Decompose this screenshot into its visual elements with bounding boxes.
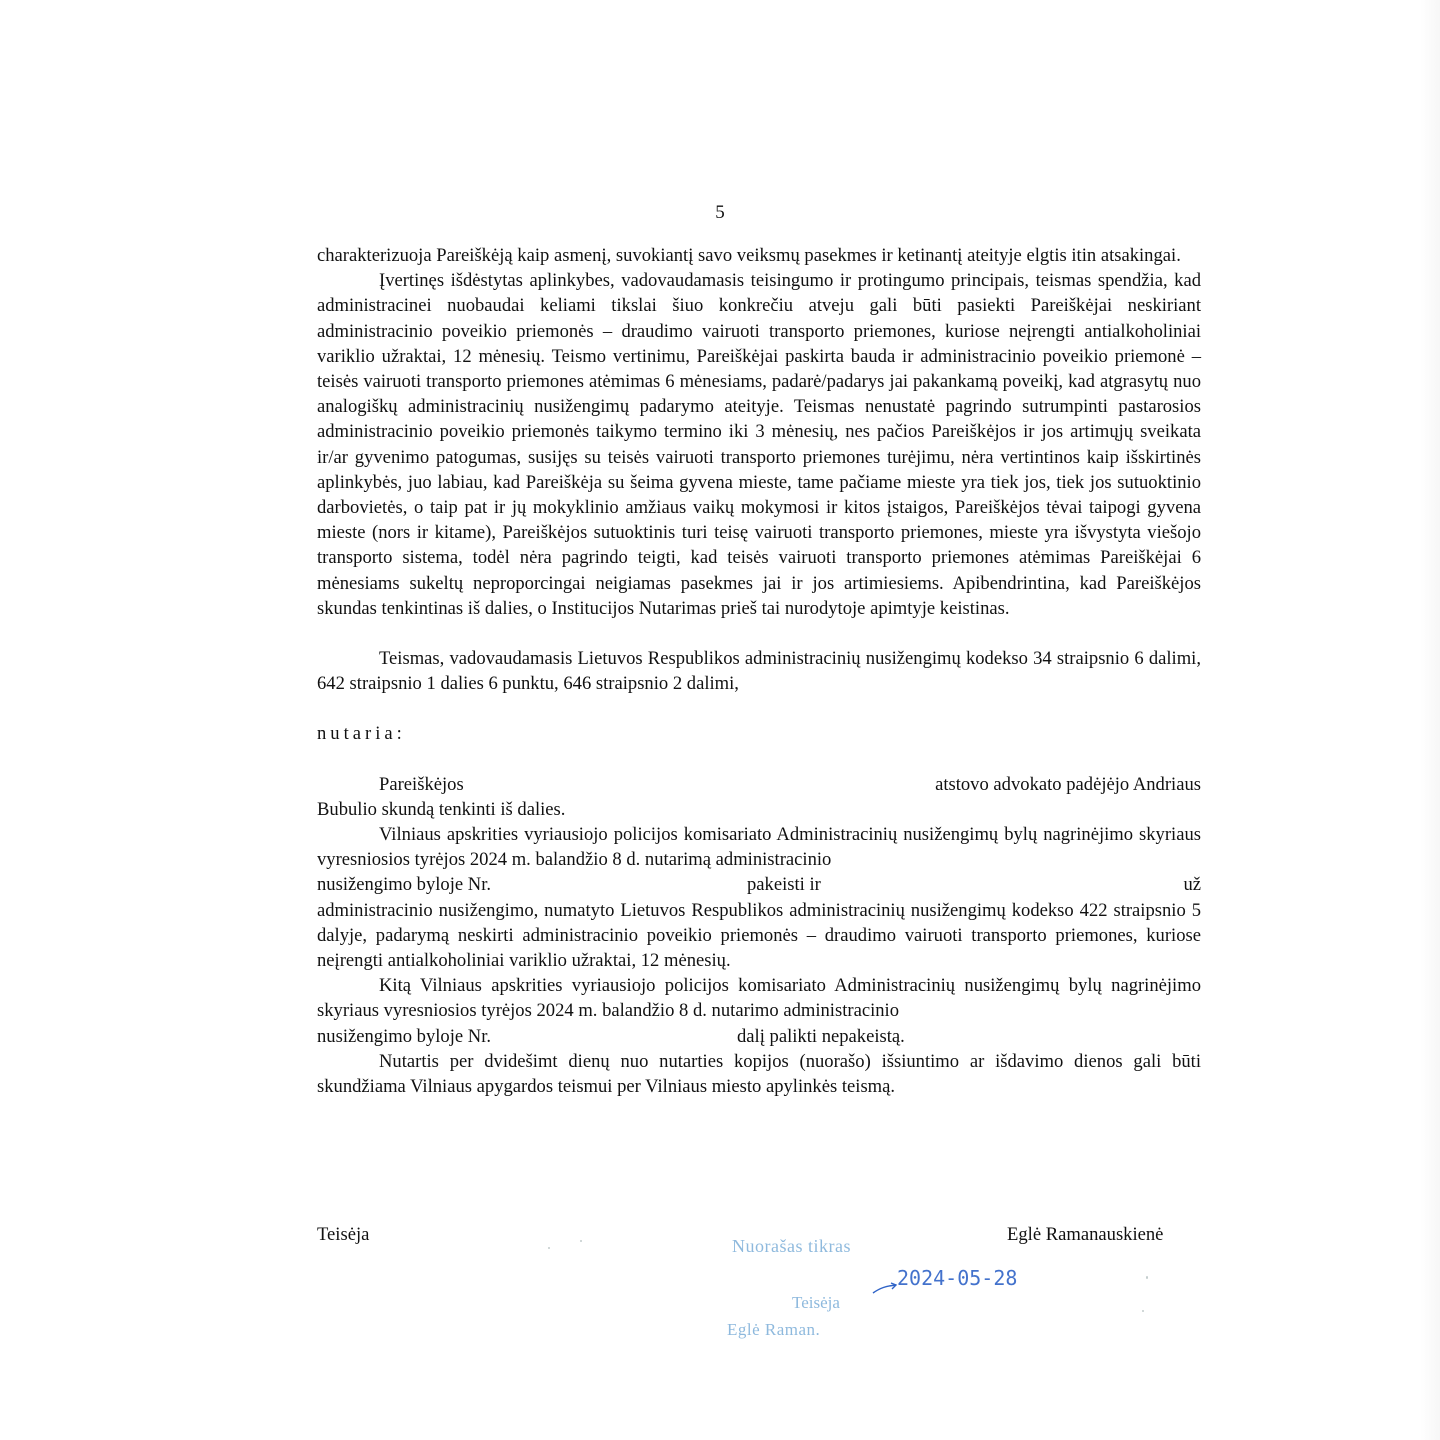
paragraph-1: charakterizuoja Pareiškėją kaip asmenį, suvokiantį savo veiksmų pasekmes ir ketinantį ateityje elgtis itin atsakingai.	[317, 245, 1181, 266]
scan-speck	[548, 1247, 550, 1249]
stamp-name: Eglė Raman.	[727, 1320, 821, 1339]
scan-speck	[580, 1240, 582, 1242]
ruling-p2-b: pakeisti ir	[747, 874, 821, 896]
signature-name: Eglė Ramanauskienė	[1007, 1224, 1164, 1245]
ruling-p3-text: Kitą Vilniaus apskrities vyriausiojo policijos komisariato Administracinių nusižengimų bylų nagrinėjimo skyriaus vyresniosios tyrėjos 2024 m. balandžio 8 d. nutarimo administracinio	[317, 975, 1201, 1022]
ruling-p2-rest: administracinio nusižengimo, numatyto Lietuvos Respublikos administracinių nusižengimų kodekso 422 straipsnio 5 dalyje, padarymą neskirti administracinio poveikio priemonės – draudimo vairuoti transporto priemones, kuriose neįrengti antialkoholiniai variklio užraktai, 12 mėnesių.	[317, 899, 1201, 972]
ruling-p2-text: Vilniaus apskrities vyriausiojo policijos komisariato Administracinių nusižengimų bylų nagrinėjimo skyriaus vyresniosios tyrėjos 2024 m. balandžio 8 d. nutarimą administracinio	[317, 824, 1201, 871]
scan-edge	[1420, 0, 1440, 1440]
stamp-arrow-icon	[872, 1282, 898, 1294]
ruling-line-2	[317, 872, 1201, 897]
signature-role: Teisėja	[317, 1224, 370, 1245]
paragraph-2: Įvertinęs išdėstytas aplinkybes, vadovaudamasis teisingumo ir protingumo principais, teismas spendžia, kad administracinei nuobaudai keliami tikslai šiuo konkrečiu atveju gali būti pasiekti Pareiškėjai neskiriant administracinio poveikio priemonės – draudimo vairuoti transporto priemones, kuriose neįrengti antialkoholiniai variklio užraktai, 12 mėnesių. Teismo vertinimu, Pareiškėjai paskirta bauda ir administracinio poveikio priemonė – teisės vairuoti transporto priemones atėmimas 6 mėnesiams, padarė/padarys jai pakankamą poveikį, kad atgrasytų nuo analogiškų administracinių nusižengimų padarymo ateityje. Teismas nenustatė pagrindo sutrumpinti pastarosios administracinio poveikio priemonės taikymo termino iki 3 mėnesių, nes pačios Pareiškėjos ir jos artimųjų sveikata ir/ar gyvenimo patogumas, susijęs su teisės vairuoti transporto priemones turėjimu, nėra vertintinos kaip išskirtinės aplinkybės, juo labiau, kad Pareiškėja su šeima gyvena mieste, tame pačiame mieste yra tiek jos, tiek jos sutuoktinio darbovietės, o taip pat ir jų mokyklinio amžiaus vaikų mokymosi ir kitos įstaigos, Pareiškėjos tėvai taipogi gyvena mieste (nors ir kitame), Pareiškėjos sutuoktinis turi teisę vairuoti transporto priemones, mieste yra išvystyta viešojo transporto sistema, todėl nėra pagrindo teigti, kad teisės vairuoti transporto priemones atėmimas Pareiškėjai 6 mėnesiams sukeltų neproporcingai neigiamas pasekmes jai ir jos artimiesiems. Apibendrintina, kad Pareiškėjos skundas tenkintinas iš dalies, o Institucijos Nutarimas prieš tai nurodytoje apimtyje keistinas.	[317, 270, 1201, 619]
page-number: 5	[715, 202, 725, 223]
ruling-line-1	[317, 772, 1201, 797]
document-body	[317, 243, 1201, 1099]
scan-speck	[1142, 1310, 1144, 1312]
ruling-p3-a: nusižengimo byloje Nr.	[317, 1025, 492, 1047]
ruling-heading: nutaria:	[317, 723, 406, 745]
ruling-p1-end: atstovo advokato padėjėjo Andriaus	[935, 773, 1201, 795]
ruling-p2-c: už	[1183, 874, 1201, 896]
ruling-p2-a: nusižengimo byloje Nr.	[317, 874, 492, 896]
ruling-p4: Nutartis per dvidešimt dienų nuo nutarties kopijos (nuorašo) išsiuntimo ar išdavimo dienos gali būti skundžiama Vilniaus apygardos teismui per Vilniaus miesto apylinkės teismą.	[317, 1050, 1201, 1098]
paragraph-3: Teismas, vadovaudamasis Lietuvos Respublikos administracinių nusižengimų kodekso 34 straipsnio 6 dalimi, 642 straipsnio 1 dalies 6 punktu, 646 straipsnio 2 dalimi,	[317, 648, 1201, 695]
stamp-title: Nuorašas tikras	[732, 1236, 851, 1256]
stamp-role: Teisėja	[792, 1293, 840, 1312]
ruling-p1-start: Pareiškėjos	[379, 773, 464, 795]
ruling-line-3	[317, 1024, 1201, 1049]
scan-speck	[1146, 1276, 1148, 1279]
ruling-p1-rest: Bubulio skundą tenkinti iš dalies.	[317, 798, 566, 820]
stamp-date: 2024-05-28	[897, 1266, 1018, 1290]
ruling-p3-b: dalį palikti nepakeistą.	[737, 1025, 905, 1047]
